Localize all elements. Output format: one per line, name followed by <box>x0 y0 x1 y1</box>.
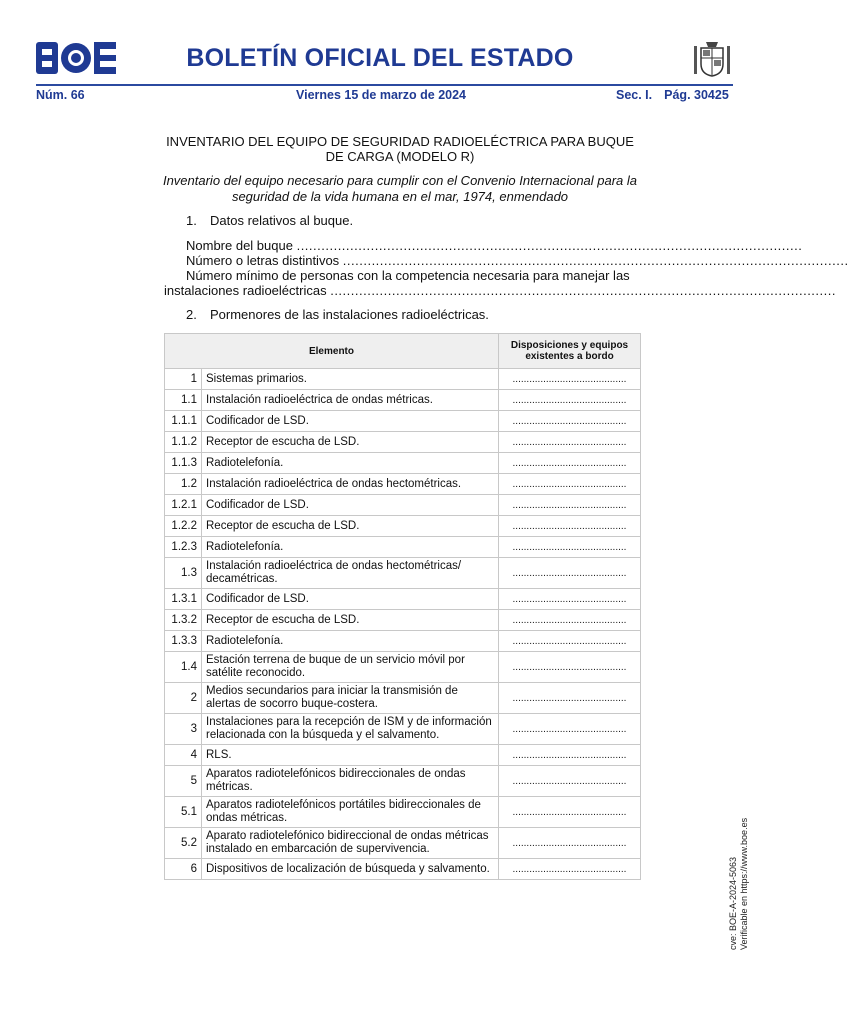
field-min-persons-label: instalaciones radioeléctricas <box>164 283 331 298</box>
field-call-sign-label: Número o letras distintivos <box>186 253 343 268</box>
row-equipment-dots: ......................................... <box>499 495 641 516</box>
row-number: 1.4 <box>165 652 202 683</box>
margin-note <box>728 818 750 950</box>
row-element: Radiotelefonía. <box>202 537 499 558</box>
table-row <box>165 516 641 537</box>
row-equipment-dots: ......................................... <box>499 516 641 537</box>
row-element: Codificador de LSD. <box>202 495 499 516</box>
row-element: Receptor de escucha de LSD. <box>202 432 499 453</box>
section-1-number: 1. <box>186 213 197 228</box>
row-number: 1.2 <box>165 474 202 495</box>
table-row <box>165 474 641 495</box>
row-equipment-dots: ......................................... <box>499 683 641 714</box>
table-header-row <box>165 334 641 369</box>
row-number: 6 <box>165 859 202 880</box>
row-element: Radiotelefonía. <box>202 453 499 474</box>
table-row <box>165 766 641 797</box>
row-element: Instalaciones para la recepción de ISM y de información relacionada con la búsqueda y el salvamento. <box>202 714 499 745</box>
issue-number: Núm. 66 <box>36 88 85 102</box>
row-equipment-dots: ......................................... <box>499 390 641 411</box>
header-rule <box>36 84 733 86</box>
row-number: 1.3 <box>165 558 202 589</box>
field-min-persons-line2: instalaciones radioeléctricas ........................................................................................................................... <box>164 283 836 298</box>
gazette-title: BOLETÍN OFICIAL DEL ESTADO <box>186 44 574 72</box>
row-equipment-dots: ......................................... <box>499 859 641 880</box>
section-page <box>616 88 729 102</box>
header-equipment: Disposiciones y equipos existentes a bordo <box>499 334 641 369</box>
table-row <box>165 683 641 714</box>
row-number: 1.2.2 <box>165 516 202 537</box>
row-element: Receptor de escucha de LSD. <box>202 610 499 631</box>
table-row <box>165 828 641 859</box>
table-row <box>165 652 641 683</box>
row-number: 5.1 <box>165 797 202 828</box>
row-element: Codificador de LSD. <box>202 589 499 610</box>
row-number: 1.1 <box>165 390 202 411</box>
section-2-heading <box>186 307 489 322</box>
row-number: 1.3.3 <box>165 631 202 652</box>
row-element: Estación terrena de buque de un servicio móvil por satélite reconocido. <box>202 652 499 683</box>
row-number: 1.3.1 <box>165 589 202 610</box>
row-equipment-dots: ......................................... <box>499 369 641 390</box>
row-number: 5.2 <box>165 828 202 859</box>
issue-date: Viernes 15 de marzo de 2024 <box>296 88 467 102</box>
row-element: Radiotelefonía. <box>202 631 499 652</box>
table-row <box>165 589 641 610</box>
row-equipment-dots: ......................................... <box>499 797 641 828</box>
section-1-label: Datos relativos al buque. <box>210 213 354 228</box>
row-number: 1.2.1 <box>165 495 202 516</box>
section-2-number: 2. <box>186 307 197 322</box>
field-ship-name: Nombre del buque ........................................................................................................................... <box>186 238 803 253</box>
table-row <box>165 369 641 390</box>
row-element: Dispositivos de localización de búsqueda y salvamento. <box>202 859 499 880</box>
document-subtitle: Inventario del equipo necesario para cumplir con el Convenio Internacional para la seguridad de la vida humana en el mar, 1974, enmendado <box>162 173 638 204</box>
row-element: Instalación radioeléctrica de ondas métricas. <box>202 390 499 411</box>
table-row <box>165 411 641 432</box>
coat-of-arms-icon <box>690 38 734 80</box>
section-label: Sec. I. <box>616 88 653 102</box>
row-number: 1.1.3 <box>165 453 202 474</box>
row-element: Receptor de escucha de LSD. <box>202 516 499 537</box>
table-row <box>165 390 641 411</box>
row-equipment-dots: ......................................... <box>499 745 641 766</box>
row-equipment-dots: ......................................... <box>499 453 641 474</box>
table-row <box>165 537 641 558</box>
section-2-label: Pormenores de las instalaciones radioeléctricas. <box>210 307 489 322</box>
row-number: 1.2.3 <box>165 537 202 558</box>
row-equipment-dots: ......................................... <box>499 537 641 558</box>
header-element: Elemento <box>165 334 499 369</box>
row-number: 1.1.1 <box>165 411 202 432</box>
equipment-table <box>164 333 641 880</box>
row-element: Aparato radiotelefónico bidireccional de ondas métricas instalado en embarcación de supervivencia. <box>202 828 499 859</box>
field-call-sign: Número o letras distintivos ........................................................................................................................... <box>186 253 849 268</box>
row-number: 1.1.2 <box>165 432 202 453</box>
row-equipment-dots: ......................................... <box>499 652 641 683</box>
verify-url: Verificable en https://www.boe.es <box>739 817 749 950</box>
row-element: Aparatos radiotelefónicos portátiles bidireccionales de ondas métricas. <box>202 797 499 828</box>
table-row <box>165 714 641 745</box>
boe-logo <box>36 42 116 74</box>
row-equipment-dots: ......................................... <box>499 589 641 610</box>
row-element: Instalación radioeléctrica de ondas hectométricas/ decamétricas. <box>202 558 499 589</box>
table-row <box>165 745 641 766</box>
cve-code: cve: BOE-A-2024-5063 <box>728 856 738 950</box>
row-equipment-dots: ......................................... <box>499 766 641 797</box>
row-number: 5 <box>165 766 202 797</box>
document-title: INVENTARIO DEL EQUIPO DE SEGURIDAD RADIOELÉCTRICA PARA BUQUE DE CARGA (MODELO R) <box>166 134 634 164</box>
section-1-heading <box>186 213 353 228</box>
row-equipment-dots: ......................................... <box>499 714 641 745</box>
row-equipment-dots: ......................................... <box>499 411 641 432</box>
row-element: Medios secundarios para iniciar la transmisión de alertas de socorro buque-costera. <box>202 683 499 714</box>
row-element: RLS. <box>202 745 499 766</box>
table-row <box>165 558 641 589</box>
row-equipment-dots: ......................................... <box>499 828 641 859</box>
row-element: Instalación radioeléctrica de ondas hectométricas. <box>202 474 499 495</box>
table-row <box>165 432 641 453</box>
row-equipment-dots: ......................................... <box>499 558 641 589</box>
table-row <box>165 631 641 652</box>
row-equipment-dots: ......................................... <box>499 432 641 453</box>
row-number: 2 <box>165 683 202 714</box>
table-row <box>165 610 641 631</box>
row-element: Sistemas primarios. <box>202 369 499 390</box>
row-element: Codificador de LSD. <box>202 411 499 432</box>
field-ship-name-label: Nombre del buque <box>186 238 297 253</box>
row-number: 4 <box>165 745 202 766</box>
row-element: Aparatos radiotelefónicos bidireccionales de ondas métricas. <box>202 766 499 797</box>
field-ship-name-dots: ......................................... <box>296 238 466 253</box>
row-number: 1 <box>165 369 202 390</box>
table-row <box>165 797 641 828</box>
table-row <box>165 453 641 474</box>
row-number: 1.3.2 <box>165 610 202 631</box>
table-body <box>165 369 641 880</box>
row-number: 3 <box>165 714 202 745</box>
row-equipment-dots: ......................................... <box>499 610 641 631</box>
field-min-persons-line1: Número mínimo de personas con la competencia necesaria para manejar las <box>186 268 630 283</box>
table-row <box>165 859 641 880</box>
page-number: Pág. 30425 <box>664 88 729 102</box>
row-equipment-dots: ......................................... <box>499 474 641 495</box>
row-equipment-dots: ......................................... <box>499 631 641 652</box>
table-row <box>165 495 641 516</box>
